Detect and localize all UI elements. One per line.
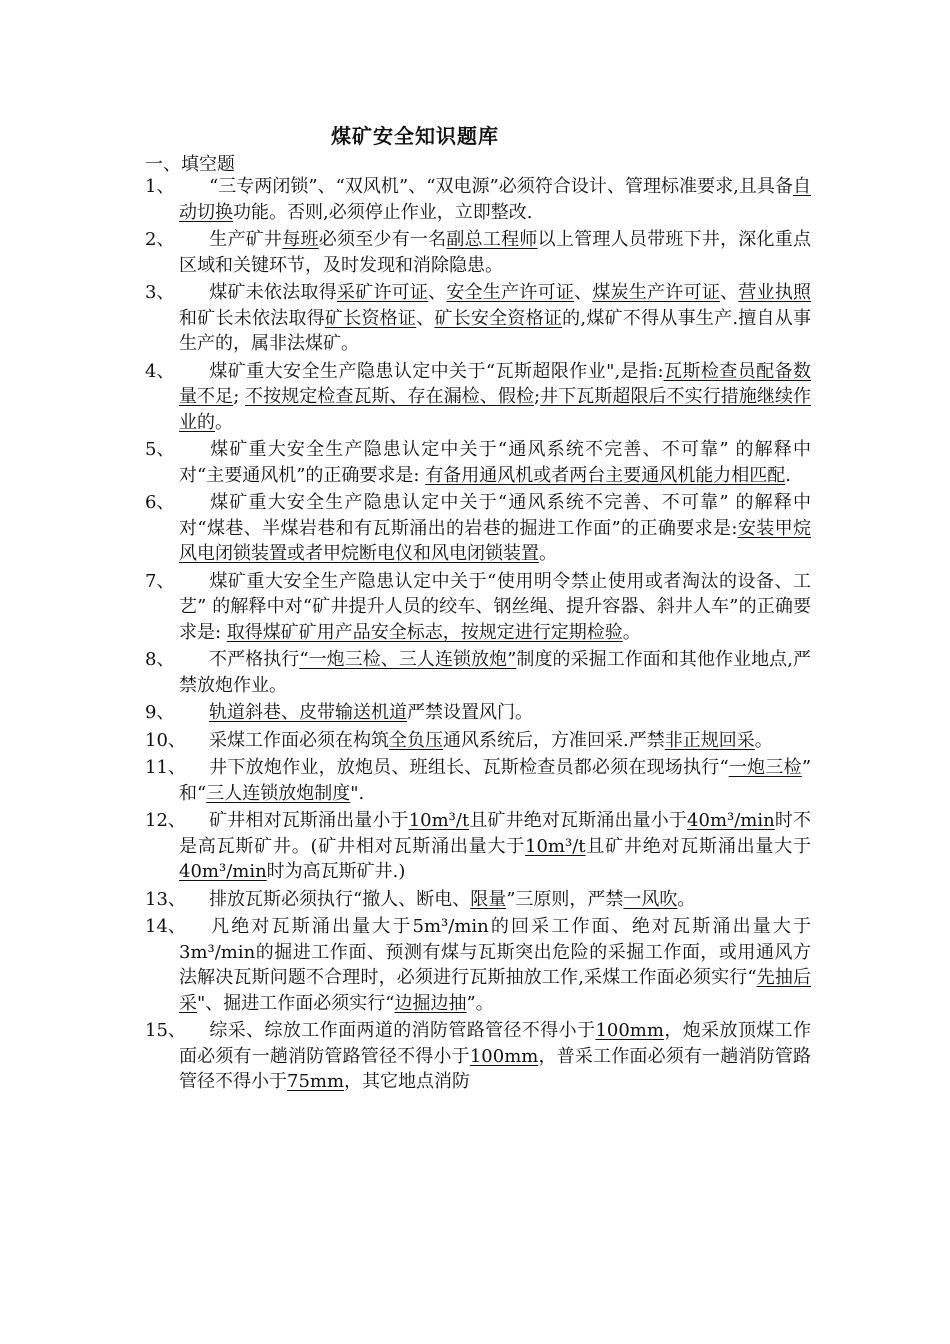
- question-fragment: 时为高瓦斯矿井.): [266, 861, 406, 882]
- question-text: [179, 569, 811, 646]
- question-number: 7、: [145, 570, 175, 592]
- question-fragment: ，普采工作面必须有一趟消防管路管径不得小于: [179, 1045, 812, 1092]
- question-fragment: 必须至少有一名: [318, 229, 447, 250]
- question-text: [179, 647, 811, 698]
- answer-blank: 煤炭生产许可证: [592, 282, 721, 303]
- answer-blank: 一风吹: [623, 888, 678, 910]
- question-fragment: 生产矿井: [209, 229, 283, 250]
- question-text: [179, 728, 811, 754]
- answer-blank: 营业执照: [738, 282, 812, 303]
- question-fragment: 且矿井绝对瓦斯涌出量大于: [585, 835, 812, 857]
- answer-blank: 40m³/min: [687, 810, 775, 831]
- question-fragment: 。: [539, 543, 557, 564]
- question-item: [145, 437, 811, 488]
- question-number: 10、: [145, 729, 186, 751]
- question-list: [145, 174, 811, 1097]
- question-fragment: ”。: [466, 992, 494, 1014]
- question-fragment: 的,煤矿不得从事生产.擅自从事生产的，属非法煤矿。: [179, 307, 812, 354]
- question-text: [179, 887, 811, 913]
- question-number: 6、: [145, 492, 175, 513]
- question-fragment: ，炮采放顶煤工作面必须有一趟消防管路管径不得小于: [179, 1020, 812, 1067]
- question-fragment: 制度的采掘工作面和其他作业地点,严禁放炮作业。: [179, 649, 811, 696]
- question-text: [179, 808, 811, 885]
- question-number: 13、: [145, 888, 186, 910]
- question-fragment: 通风系统后，方准回采.严禁: [443, 729, 665, 751]
- question-fragment: 煤矿重大安全生产隐患认定中关于“通风系统不完善、不可靠” 的解释中对“煤巷、半煤岩巷和有瓦斯涌出的岩巷的掘进工作面”的正确要求是:: [179, 492, 811, 539]
- question-fragment: 煤矿未依法取得: [209, 282, 337, 303]
- answer-blank: 100mm: [469, 1045, 539, 1067]
- question-fragment: 功能。否则,必须停止作业，立即整改.: [233, 201, 533, 223]
- question-fragment: ;: [534, 386, 541, 407]
- answer-blank: 轨道斜巷、皮带输送机道: [209, 702, 407, 723]
- answer-blank: 采矿许可证: [336, 282, 429, 303]
- answer-blank: 矿长资格证: [324, 307, 417, 329]
- answer-blank: 有备用通风机或者两台主要通风机能力相匹配: [425, 464, 786, 486]
- answer-blank: 不按规定检查瓦斯、存在漏检、假检: [245, 386, 535, 407]
- question-text: [179, 359, 811, 436]
- question-text: [179, 280, 811, 357]
- question-fragment: “三专两闭锁”、“双风机”、“双电源”必须符合设计、管理标准要求,且具备: [209, 176, 793, 197]
- question-item: [145, 808, 811, 885]
- question-fragment: ，其它地点消防: [344, 1071, 471, 1092]
- answer-blank: 每班: [282, 229, 319, 250]
- question-number: 5、: [145, 439, 175, 460]
- question-item: [145, 755, 811, 806]
- question-number: 3、: [145, 282, 175, 303]
- answer-blank: 瓦斯检查员配备数量不足: [179, 360, 812, 407]
- question-fragment: 煤矿重大安全生产隐患认定中关于“通风系统不完善、不可靠” 的解释中对“主要通风机”的正确要求是:: [179, 439, 811, 486]
- question-text: [179, 755, 811, 806]
- document-title: 煤矿安全知识题库: [331, 124, 499, 148]
- question-number: 8、: [145, 649, 175, 670]
- question-number: 11、: [145, 757, 186, 778]
- question-item: [145, 227, 811, 278]
- question-fragment: 综采、综放工作面两道的消防管路管径不得小于: [209, 1020, 596, 1041]
- question-fragment: ”三原则，严禁: [506, 888, 624, 910]
- question-fragment: ".: [350, 782, 365, 804]
- answer-blank: 100mm: [595, 1020, 664, 1041]
- answer-blank: 副总工程师: [446, 229, 538, 250]
- question-item: [145, 174, 811, 225]
- answer-blank: 自动切换: [179, 176, 811, 223]
- question-item: [145, 280, 811, 357]
- question-fragment: 煤矿重大安全生产隐患认定中关于“使用明令禁止使用或者淘汰的设备、工艺” 的解释中对“矿井提升人员的绞车、钢丝绳、提升容器、斜井人车”的正确要求是:: [179, 570, 811, 643]
- answer-blank: 非正规回采: [664, 729, 755, 751]
- question-fragment: 和矿长未依法取得: [179, 307, 325, 329]
- question-text: [179, 174, 811, 225]
- question-fragment: 严禁设置风门。: [407, 702, 533, 723]
- question-item: [145, 490, 811, 567]
- question-fragment: 、: [720, 282, 739, 303]
- question-item: [145, 700, 811, 726]
- question-fragment: 以上管理人员带班下井，深化重点区域和关键环节，及时发现和消除隐患。: [179, 229, 812, 276]
- question-text: [179, 700, 811, 726]
- question-item: [145, 728, 811, 754]
- question-fragment: 、: [428, 282, 447, 303]
- answer-blank: 40m³/min: [179, 861, 267, 882]
- question-text: [179, 227, 811, 278]
- answer-blank: 10m³/t: [408, 810, 470, 831]
- question-fragment: 凡绝对瓦斯涌出量大于5m³/min的回采工作面、绝对瓦斯涌出量大于3m³/min的掘进工作面、预测有煤与瓦斯突出危险的采掘工作面，或用通风方法解决瓦斯问题不合理时，必须进行瓦斯抽放工作,采煤工作面必须实行“: [179, 916, 811, 988]
- answer-blank: 75mm: [287, 1071, 345, 1092]
- answer-blank: 安全生产许可证: [446, 282, 575, 303]
- question-fragment: 。: [622, 621, 641, 643]
- question-fragment: ” 和“: [179, 757, 812, 804]
- question-fragment: .: [785, 464, 791, 486]
- question-number: 12、: [145, 810, 186, 831]
- answer-blank: 限量: [470, 888, 507, 910]
- answer-blank: 全负压: [389, 729, 443, 751]
- question-fragment: 时不是高瓦斯矿井。(矿井相对瓦斯涌出量大于: [179, 810, 812, 857]
- question-number: 4、: [145, 360, 175, 382]
- question-number: 9、: [145, 702, 175, 723]
- answer-blank: 井下瓦斯超限后不实行措施继续作业的: [179, 386, 812, 433]
- question-fragment: 煤矿重大安全生产隐患认定中关于“瓦斯超限作业",是指:: [209, 360, 664, 382]
- answer-blank: 一炮三检: [728, 757, 802, 778]
- answer-blank: “一炮三检、三人连锁放炮”: [299, 649, 517, 670]
- question-fragment: ;: [233, 386, 246, 407]
- question-fragment: 。: [754, 729, 773, 751]
- answer-blank: 三人连锁放炮制度: [206, 782, 351, 804]
- question-fragment: 井下放炮作业，放炮员、班组长、瓦斯检查员都必须在现场执行“: [209, 757, 729, 778]
- question-number: 14、: [145, 916, 186, 937]
- question-fragment: 排放瓦斯必须执行“撤人、断电、: [209, 888, 471, 910]
- question-fragment: 。: [215, 411, 233, 433]
- answer-blank: 矿长安全资格证: [434, 307, 563, 329]
- answer-blank: 安装甲烷风电闭锁装置或者甲烷断电仪和风电闭锁装置: [179, 517, 811, 564]
- question-item: [145, 359, 811, 436]
- question-fragment: 、: [574, 282, 593, 303]
- question-fragment: 采煤工作面必须在构筑: [209, 729, 389, 751]
- question-item: [145, 914, 811, 1016]
- question-fragment: 不严格执行: [209, 649, 300, 670]
- question-fragment: 、: [416, 307, 435, 329]
- question-item: [145, 647, 811, 698]
- question-item: [145, 1018, 811, 1095]
- question-number: 2、: [145, 229, 175, 250]
- answer-blank: 边掘边抽: [394, 992, 467, 1014]
- question-text: [179, 914, 811, 1016]
- question-text: [179, 437, 811, 488]
- answer-blank: 10m³/t: [525, 835, 586, 857]
- answer-blank: 先抽后采: [179, 967, 812, 1014]
- answer-blank: 取得煤矿矿用产品安全标志，按规定进行定期检验: [226, 621, 623, 643]
- question-fragment: 。: [677, 888, 696, 910]
- question-fragment: 矿井相对瓦斯涌出量小于: [209, 810, 409, 831]
- question-text: [179, 1018, 811, 1095]
- section-heading: 一、填空题: [145, 154, 235, 175]
- question-fragment: 且矿井绝对瓦斯涌出量小于: [469, 810, 688, 831]
- question-number: 15、: [145, 1020, 186, 1041]
- question-text: [179, 490, 811, 567]
- question-item: [145, 569, 811, 646]
- question-item: [145, 887, 811, 913]
- question-fragment: "、掘进工作面必须实行“: [197, 992, 395, 1014]
- question-number: 1、: [145, 176, 175, 197]
